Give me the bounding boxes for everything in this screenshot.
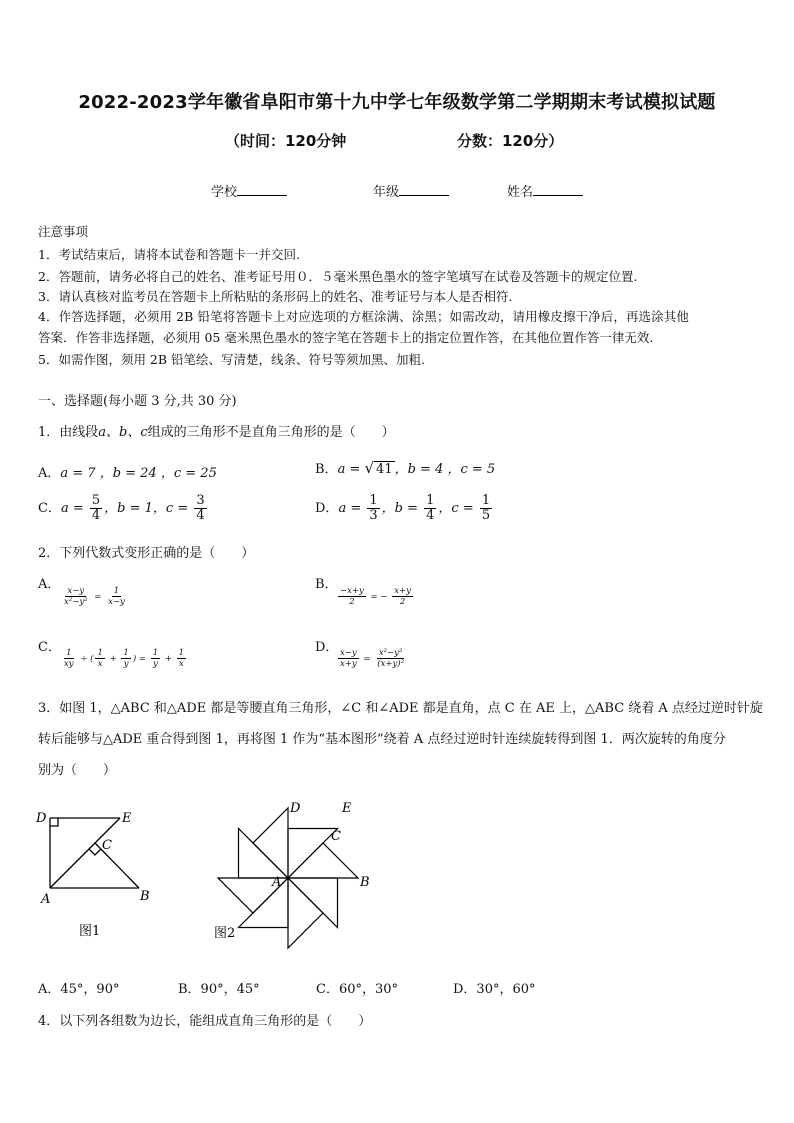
q1-option-b[interactable] [315, 458, 495, 477]
option-expr: a = [60, 501, 84, 516]
question-3-line: 别为（ ） [38, 763, 117, 778]
fraction: $\frac{1}{3}$ [369, 493, 378, 523]
option-expr: a = [338, 501, 362, 516]
option-letter: A． [38, 466, 61, 481]
exam-time: （时间：120分钟 [225, 132, 347, 150]
q1-vars: a、b、c [98, 425, 148, 440]
notice-item: 答案．作答非选择题，必须用 05 毫米黑色墨水的签字笔在答题卡上的指定位置作答，在其他位置作答一律无效. [38, 330, 654, 345]
q2-option-c-letter[interactable]: C． [38, 640, 61, 655]
label-e: E [122, 811, 132, 826]
q2-option-b-expr: $\frac{-x+y}{2}$ = − $\frac{x+y}{2}$ [340, 586, 411, 607]
notice-item: 1．考试结束后，请将本试卷和答题卡一并交回. [38, 247, 300, 262]
question-3-line: 3．如图 1，△ABC 和△ADE 都是等腰直角三角形，∠C 和∠ADE 都是直角，点 C 在 AE 上，△ABC 绕着 A 点经过逆时针旋 [38, 701, 763, 716]
radicand: 41 [376, 462, 393, 477]
grade-field [373, 181, 449, 200]
label-b: B [360, 875, 370, 890]
q1-option-a[interactable] [38, 462, 217, 481]
notice-heading: 注意事项 [38, 224, 89, 239]
q1-option-d[interactable] [315, 494, 494, 523]
pinwheel-blade [214, 829, 288, 903]
question-3-line: 转后能够与△ADE 重合得到图 1，再将图 1 作为“基本图形”绕着 A 点经过逆时针连续旋转得到图 1．两次旋转的角度分 [38, 732, 726, 747]
label-a: A [272, 875, 282, 890]
fraction: $\frac{5}{4}$ [91, 493, 101, 523]
q1-stem-start: 1．由线段 [38, 425, 99, 440]
q2-option-b-letter[interactable]: B． [315, 577, 338, 592]
option-expr: ，b = 1，c = [104, 501, 189, 516]
label-c: C [331, 829, 341, 844]
pinwheel-blade [253, 808, 288, 878]
label-e: E [342, 801, 352, 816]
fraction: $\frac{1}{5}$ [481, 493, 491, 523]
option-expr: ，b = [381, 501, 418, 516]
school-label: 学校 [211, 185, 238, 200]
notice-item: 2．答题前，请务必将自己的姓名、准考证号用０．５毫米黑色墨水的签字笔填写在试卷及答题卡的规定位置. [38, 269, 638, 284]
question-1-stem [38, 421, 395, 440]
notice-item: 3．请认真核对监考员在答题卡上所粘贴的条形码上的姓名、准考证号与本人是否相符. [38, 289, 513, 304]
grade-blank [399, 183, 449, 196]
label-b: B [140, 889, 150, 904]
notice-item: 5．如需作图，须用 2B 铅笔绘、写清楚，线条、符号等须加黑、加粗. [38, 352, 426, 367]
option-letter: B． [315, 462, 338, 477]
option-letter: D． [315, 501, 339, 516]
pinwheel-blade [288, 853, 362, 927]
label-d: D [290, 801, 301, 816]
figure-2 [200, 790, 385, 960]
q2-option-a-letter[interactable]: A． [38, 577, 61, 592]
page-title: 2022-2023学年徽省阜阳市第十九中学七年级数学第二学期期末考试模拟试题 [78, 92, 716, 113]
q2-option-d-letter[interactable]: D． [315, 640, 339, 655]
school-blank [237, 183, 287, 196]
pinwheel-blade [288, 843, 358, 878]
q3-option-c[interactable]: C．60°，30° [316, 982, 399, 997]
sqrt-icon: √ [364, 459, 375, 477]
q3-option-b[interactable]: B．90°，45° [178, 982, 260, 997]
exam-score: 分数：120分） [457, 132, 564, 150]
name-field [507, 181, 583, 200]
option-expr: ，c = [438, 501, 474, 516]
q1-option-c[interactable] [38, 494, 209, 523]
grade-label: 年级 [373, 185, 400, 200]
figure-1 [30, 800, 170, 945]
label-d: D [36, 811, 47, 826]
fraction: $\frac{1}{4}$ [426, 493, 435, 523]
question-4-stem: 4．以下列各组数为边长，能组成直角三角形的是（ ） [38, 1014, 372, 1029]
q1-stem-end: 组成的三角形不是直角三角形的是（ ） [147, 425, 395, 440]
figure-2-caption: 图2 [214, 926, 236, 941]
pinwheel-blade [288, 878, 323, 948]
q2-option-a-expr: $\frac{x-y}{\text{x²−y²}}$ = $\frac{1}{x-y}$ [64, 586, 125, 607]
label-c: C [102, 838, 112, 853]
section-heading: 一、选择题(每小题 3 分,共 30 分) [38, 394, 237, 409]
name-blank [533, 183, 583, 196]
q3-option-d[interactable]: D．30°，60° [453, 982, 536, 997]
question-2-stem: 2．下列代数式变形正确的是（ ） [38, 546, 255, 561]
fraction: $\frac{3}{4}$ [196, 493, 205, 523]
q2-option-d-expr: $\frac{x-y}{x+y}$ = $\frac{\text{x²−y²}}{\text{(x+y)²}}$ [340, 648, 405, 669]
option-letter: C． [38, 501, 61, 516]
q2-option-c-expr: $\frac{1}{xy}$ ÷ ( $\frac{1}{x}$ + $\frac{1}{y}$ ) = $\frac{1}{y}$ + $\frac{1}{x}$ [64, 648, 185, 669]
q3-option-a[interactable]: A．45°，90° [38, 982, 120, 997]
name-label: 姓名 [507, 185, 534, 200]
notice-item: 4．作答选择题，必须用 2B 铅笔将答题卡上对应选项的方框涂满、涂黑；如需改动，请用橡皮擦干净后，再选涂其他 [38, 309, 689, 324]
option-expr: a = [337, 462, 361, 477]
option-expr: a = 7 ，b = 24 ，c = 25 [60, 466, 217, 481]
label-a: A [41, 892, 51, 907]
school-field [211, 181, 287, 200]
option-expr: ，b = 4 ，c = 5 [394, 462, 496, 477]
figure-1-caption: 图1 [79, 924, 101, 939]
